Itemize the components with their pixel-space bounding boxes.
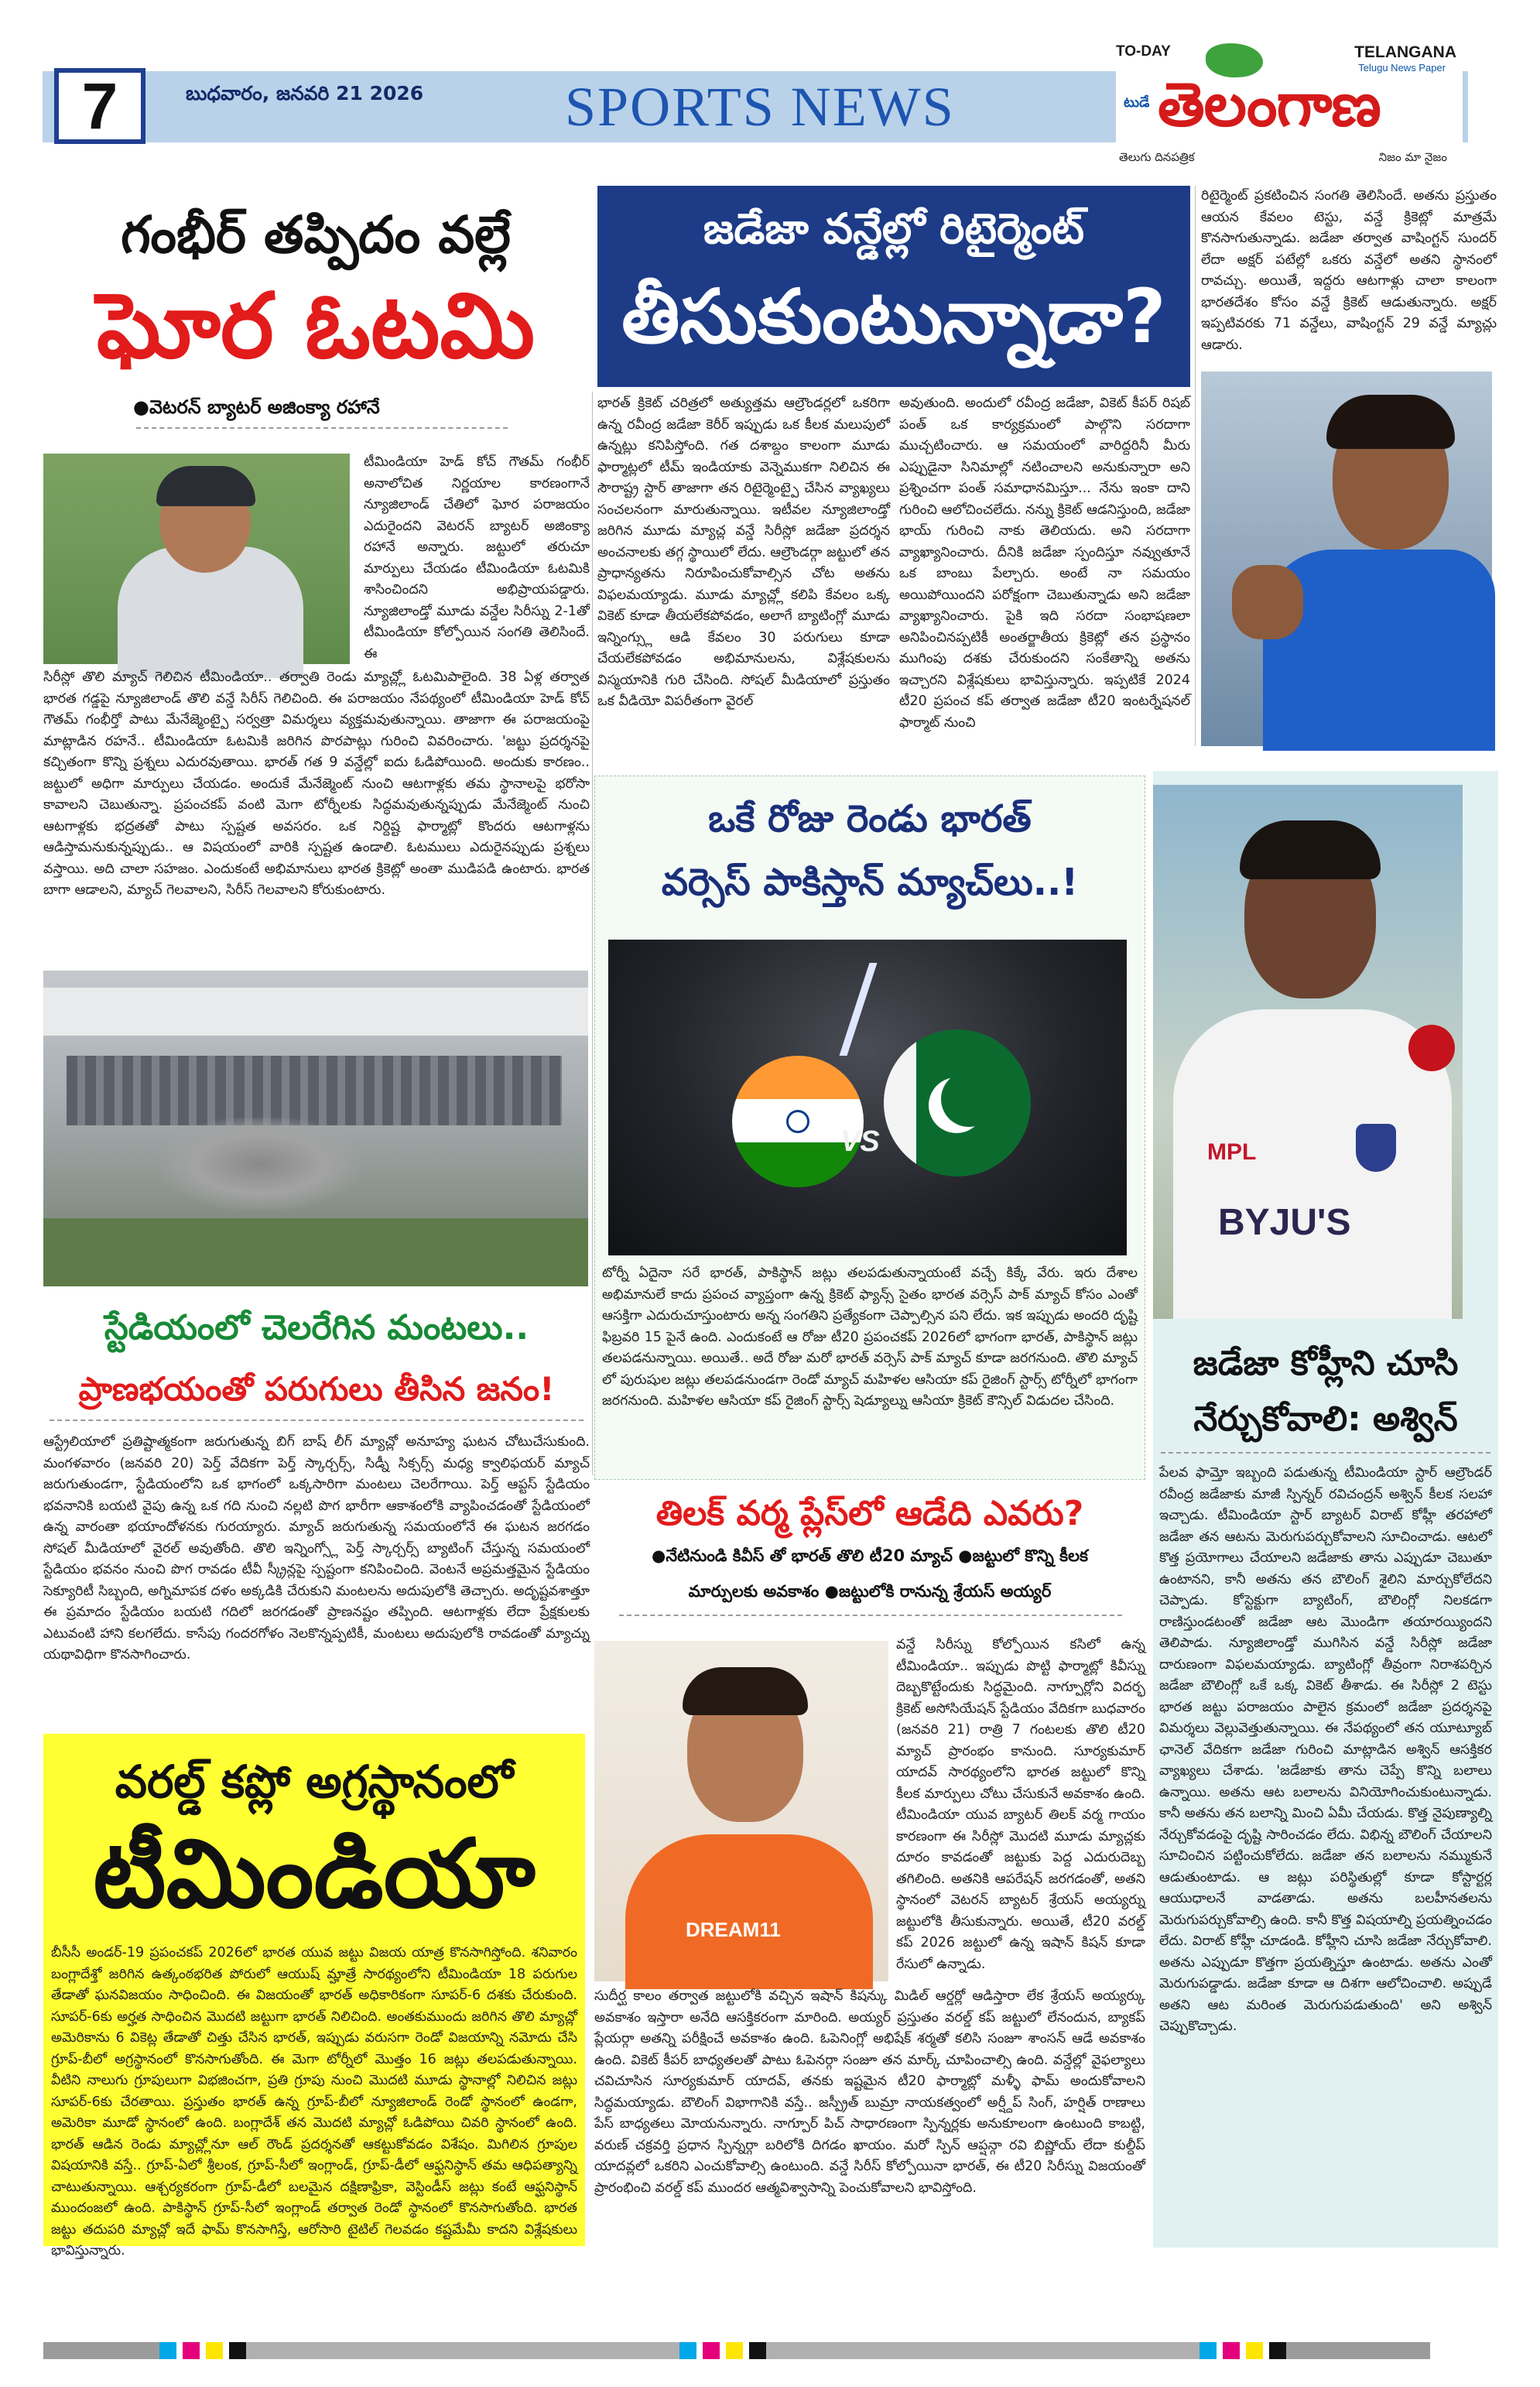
vs-label: VS bbox=[840, 1125, 880, 1158]
page-number: 7 bbox=[81, 70, 118, 142]
worldcup-headline-2: టీమిండియా bbox=[93, 1819, 536, 1929]
indpak-headline-1: ఒకే రోజు రెండు భారత్ bbox=[708, 797, 1032, 841]
bar-gap bbox=[743, 2342, 749, 2359]
stadium-headline-2: ప్రాణభయంతో పరుగులు తీసిన జనం! bbox=[78, 1370, 555, 1408]
shreyas-jersey-logo: DREAM11 bbox=[686, 1918, 781, 1941]
bar-cyan bbox=[679, 2342, 696, 2359]
ashwin-photo bbox=[1153, 785, 1463, 1319]
ashwin-jersey-logo-mpl: MPL bbox=[1207, 1139, 1257, 1165]
logo-small-mark: టుడే bbox=[1124, 94, 1150, 111]
bar-yellow bbox=[206, 2342, 223, 2359]
lightning-icon bbox=[840, 963, 878, 1056]
bar-gray bbox=[43, 2342, 159, 2359]
bar-black bbox=[229, 2342, 246, 2359]
tilak-subhead-1: ●నేటినుండి కివీస్ తో భారత్ తొలి టీ20 మ్యాచ్ ●జట్టులో కొన్ని కీలక bbox=[652, 1546, 1088, 1565]
pakistan-ball bbox=[884, 1029, 1031, 1176]
gambhir-body-right: టీమిండియా హెడ్ కోచ్ గౌతమ్ గంభీర్ అనాలోచిత నిర్ణయాల కారణంగానే న్యూజిలాండ్ చేతిలో ఘోర పరాజయం ఎదురైందని వెటరన్ బ్యాటర్ అజింక్యా రహానే అన్నారు. జట్టులో తరుచూ మార్పులు చేయడం టీమిండియా ఓటమికి శాసించిందని అభిప్రాయపడ్డారు. న్యూజిలాండ్తో మూడు వన్డేల సిరీస్ను 2-1తో టీమిండియా కోల్పోయిన సంగతి తెలిసిందే. ఈ bbox=[364, 454, 590, 662]
bar-magenta bbox=[703, 2342, 720, 2359]
shreyas-hair bbox=[683, 1667, 808, 1715]
ashwin-jersey-logo-byjus: BYJU'S bbox=[1218, 1202, 1351, 1243]
indpak-image bbox=[608, 940, 1127, 1255]
bar-black bbox=[1269, 2342, 1286, 2359]
jadeja-fist bbox=[1232, 565, 1303, 639]
print-registration-bar bbox=[43, 2342, 1466, 2359]
bar-yellow bbox=[1246, 2342, 1263, 2359]
tilak-body: సుదీర్ఘ కాలం తర్వాత జట్టులోకి వచ్చిన ఇషాన్ కిషన్కు మిడిల్ ఆర్డర్లో ఆడిస్తారా లేక శ్రేయస్ అయ్యర్కు అవకాశం ఇస్తారా అనేది ఆసక్తికరంగా మారింది. అయ్యర్ ప్రస్తుతం వరల్డ్ కప్ జట్టులో లేనందున, బ్యాకప్ ప్లేయర్గా అతన్ని పరీక్షించే అవకాశం ఉంది. ఓపెనింగ్లో అభిషేక్ శర్మతో కలిసి సంజూ శాంసన్ ఆడే అవకాశం ఉంది. వికెట్ కీపర్ బాధ్యతలతో పాటు ఓపెనర్గా సంజూ తన మార్క్ చూపించాల్సి ఉంది. వన్డేల్లో వైఫల్యాలు చవిచూసిన సూర్యకుమార్ యాదవ్, తనకు ఇష్టమైన టీ20 ఫార్మాట్లో మళ్ళీ ఫామ్ అందుకోవాలని సిద్ధమయ్యాడు. బౌలింగ్ విభాగానికి వస్తే.. జస్ప్రీత్ బుమ్రా నాయకత్వంలో అర్ష్దీప్ సింగ్, హర్షిత్ రాణాలు పేస్ బాధ్యతలు మోయనున్నారు. నాగ్పూర్ పిచ్ సాధారణంగా స్పిన్నర్లకు అనుకూలంగా ఉంటుంది కాబట్టి, వరుణ్ చక్రవర్తి ప్రధాన స్పిన్నర్గా బరిలోకి దిగడం ఖాయం. మరో స్పిన్ ఆప్షన్గా రవి బిష్ణోయ్ లేదా కుల్దీప్ యాదవ్లలో ఒకరిని ఎంచుకోవాల్సి ఉంటుంది. వన్డే సిరీస్ కోల్పోయినా భారత్, ఈ టీ20 సిరీస్ను విజయంతో ప్రారంభించి వరల్డ్ కప్ ముందర ఆత్మవిశ్వాసాన్ని పెంచుకోవాలని భావిస్తోంది. bbox=[594, 1988, 1145, 2196]
section-title: SPORTS NEWS bbox=[565, 76, 955, 138]
stadium-smoke bbox=[159, 1118, 361, 1211]
tilak-headline: తిలక్ వర్మ ప్లేస్‌లో ఆడేది ఎవరు? bbox=[655, 1494, 1084, 1533]
cricket-ball-icon bbox=[1408, 1025, 1455, 1071]
bar-gap bbox=[696, 2342, 703, 2359]
divider bbox=[1161, 1452, 1490, 1454]
bar-gap bbox=[720, 2342, 726, 2359]
bar-cyan bbox=[1199, 2342, 1217, 2359]
gambhir-headline-2: ఘోర ఓటమి bbox=[96, 274, 536, 378]
bar-cyan bbox=[159, 2342, 176, 2359]
logo-telangana-label: TELANGANA bbox=[1354, 43, 1456, 61]
jadeja-headline-2: తీసుకుంటున్నాడా? bbox=[621, 273, 1166, 360]
ashwin-body: పేలవ ఫామ్తో ఇబ్బంది పడుతున్న టీమిండియా స్టార్ ఆల్రౌండర్ రవీంద్ర జడేజాకు మాజీ స్పిన్నర్ రవిచంద్రన్ అశ్విన్ కీలక సలహా ఇచ్చాడు. టీమిండియా స్టార్ బ్యాటర్ విరాట్ కోహ్లీ తరహాలో జడేజా తన ఆటను మెరుగుపర్చుకోవాలని సూచించాడు. ఆటలో కొత్త ప్రయోగాలు చేయాలని జడేజాకు తాను ఎప్పుడూ చెబుతూ ఉంటానని, కానీ అతను తన బౌలింగ్ శైలిని మార్చుకోలేదని చెప్పాడు. కోస్టెక్టుగా బ్యాటింగ్, బౌలింగ్లో నిలకడగా రాణిస్తుండటంతో జడేజా ఆట మొండిగా తయారయ్యిందని తెలిపాడు. న్యూజిలాండ్తో ముగిసిన వన్డే సిరీస్లో జడేజా దారుణంగా విఫలమయ్యాడు. బ్యాటింగ్లో తీవ్రంగా నిరాశపర్చిన జడేజా బౌలింగ్లో ఒకే ఒక్క వికెట్ తీశాడు. ఈ సిరీస్లో 2 టెస్టు భారత జట్టు పరాజయం పాలైన క్రమంలో జడేజా ప్రదర్శనపై విమర్శలు వెల్లువెత్తుతున్నాయి. ఈ నేపథ్యంలో తన యూట్యూబ్ ఛానెల్ వేదికగా జడేజా గురించి మాట్లాడిన అశ్విన్ ఆసక్తికర వ్యాఖ్యలు చేశాడు. 'జడేజాకు తాను చెప్పే కొన్ని బలాలు ఉన్నాయి. అతను ఆట బలాలను వినియోగించుకుంటున్నాడు. కానీ అతను తన బలాన్ని మించి ఏమీ చేయడు. కొత్త నైపుణ్యాల్ని నేర్చుకోవడంపై దృష్టి సారించడం లేదు. విభిన్న బౌలింగ్ చేయాలని సూచించిన పట్టించుకోలేదు. జడేజా తన బలాలను నమ్ముకునే ఆడుతుంటాడు. ఆ జట్లు పరిస్థితుల్లో కూడా కోస్టార్టర్ల ఆయుధాలనే వాడతాడు. అతను బలహీనతలను మెరుగుపర్చుకోవాల్సి ఉంది. కానీ కొత్త విషయాల్ని ప్రయత్నించడం లేదు. విరాట్ కోహ్లీ చూడండి. కోహ్లీని చూసి జడేజా నేర్చుకోవాలి. అతను ఎప్పుడూ కొత్తగా ప్రయత్నిస్తూ ఉంటాడు. అతను ఎంతో మెరుగుపడ్డాడు. జడేజా కూడా ఆ దిశగా ఆలోచించాలి. అప్పుడే అతని ఆట మరింత మెరుగుపడుతుంది' అని అశ్విన్ చెప్పుకొచ్చాడు. bbox=[1159, 1465, 1492, 2034]
bar-gap bbox=[1240, 2342, 1246, 2359]
stadium-headline-1: స్టేడియంలో చెలరేగిన మంటలు.. bbox=[104, 1308, 529, 1348]
page-number-box bbox=[54, 68, 145, 144]
ashwin-hair bbox=[1240, 820, 1381, 879]
worldcup-body: బీసీసీ అండర్-19 ప్రపంచకప్ 2026లో భారత యువ జట్టు విజయ యాత్ర కొనసాగిస్తోంది. శనివారం బంగ్లాదేశ్తో జరిగిన ఉత్కంఠభరిత పోరులో ఆయుష్ మ్హాత్రే సారథ్యంలోని టీమిండియా 18 పరుగుల తేడాతో ఘనవిజయం సాధించింది. ఈ విజయంతో భారత్ అధికారికంగా సూపర్-6 దశకు చేరుకుంది. సూపర్-6కు అర్హత సాధించిన మొదటి జట్టుగా భారత్ నిలిచింది. అంతకుముందు జరిగిన తొలి మ్యాచ్లో అమెరికాను 6 వికెట్ల తేడాతో చిత్తు చేసిన భారత్, ఇప్పుడు వరుసగా రెండో విజయాన్ని నమోదు చేసి గ్రూప్-బీలో అగ్రస్థానంలో కొనసాగుతోంది. ఈ మెగా టోర్నీలో మొత్తం 16 జట్లు తలపడుతున్నాయి. వీటిని నాలుగు గ్రూపులుగా విభజించగా, ప్రతి గ్రూపు నుంచి మొదటి మూడు స్థానాల్లో నిలిచిన జట్లు సూపర్-6కు చేరతాయి. ప్రస్తుతం భారత్ ఉన్న గ్రూప్-బీలో న్యూజిలాండ్ రెండో స్థానంలో ఉండగా, అమెరికా మూడో స్థానంలో ఉంది. బంగ్లాదేశ్ తన మొదటి మ్యాచ్లో ఓడిపోయి చివరి స్థానంలో ఉంది. భారత్ ఆడిన రెండు మ్యాచ్ల్లోనూ ఆల్ రౌండ్ ప్రదర్శనతో ఆకట్టుకోవడం విశేషం. మిగిలిన గ్రూపుల విషయానికి వస్తే.. గ్రూప్-ఏలో శ్రీలంక, గ్రూప్-సీలో ఇంగ్లాండ్, గ్రూప్-డీలో ఆఫ్ఘనిస్థాన్ తమ ఆధిపత్యాన్ని చాటుతున్నాయి. ఆశ్చర్యకరంగా గ్రూప్-డీలో బలమైన దక్షిణాఫ్రికా, వెస్టిండీస్ జట్లు కంటే ఆఫ్ఘనిస్థాన్ ముందంజలో ఉంది. పాకిస్థాన్ గ్రూప్-సీలో ఇంగ్లాండ్ తర్వాత రెండో స్థానంలో కొనసాగుతోంది. భారత జట్టు తదుపరి మ్యాచ్లో ఇదే ఫామ్ కొనసాగిస్తే, ఆరోసారి టైటిల్ గెలవడం కష్టమేమీ కాదని విశ్లేషకులు భావిస్తున్నారు. bbox=[51, 1945, 577, 2259]
shreyas-photo bbox=[594, 1641, 888, 1981]
divider bbox=[619, 1615, 1122, 1616]
logo-main-word: తెలంగాణ bbox=[1158, 70, 1381, 140]
bar-gap bbox=[1217, 2342, 1223, 2359]
shreyas-jersey bbox=[625, 1834, 873, 1989]
gambhir-byline: ●వెటరన్ బ్యాటర్ అజింక్యా రహానే bbox=[133, 396, 380, 418]
jadeja-hair bbox=[1326, 395, 1455, 449]
masthead-logo bbox=[1116, 43, 1463, 169]
bar-gray bbox=[1286, 2342, 1430, 2359]
indpak-headline-2: వర్సెస్ పాకిస్తాన్ మ్యాచ్‌లు..! bbox=[661, 861, 1079, 904]
tilak-body-right: వన్డే సిరీస్ను కోల్పోయిన కసిలో ఉన్న టీమిండియా.. ఇప్పుడు పొట్టి ఫార్మాట్లో కివీస్ను దెబ్బకొట్టేందుకు సిద్ధమైంది. నాగ్పూర్లోని విదర్భ క్రికెట్ అసోసియేషన్ స్టేడియం వేదికగా బుధవారం (జనవరి 21) రాత్రి 7 గంటలకు తొలి టీ20 మ్యాచ్ ప్రారంభం కానుంది. సూర్యకుమార్ యాదవ్ సారథ్యంలోని భారత జట్టులో కొన్ని కీలక మార్పులు చోటు చేసుకునే అవకాశం ఉంది. టీమిండియా యువ బ్యాటర్ తిలక్ వర్మ గాయం కారణంగా ఈ సిరీస్లో మొదటి మూడు మ్యాచ్లకు దూరం కావడంతో జట్టుకు పెద్ద ఎదురుదెబ్బ తగిలింది. అతనికి ఆపరేషన్ జరగడంతో, అతని స్థానంలో వెటరన్ బ్యాటర్ శ్రేయస్ అయ్యర్ను జట్టులోకి తీసుకున్నారు. అయితే, టీ20 వరల్డ్ కప్ 2026 జట్టులో ఉన్న ఇషాన్ కిషన్ కూడా రేసులో ఉన్నాడు. bbox=[896, 1637, 1145, 1972]
chakra-icon bbox=[786, 1110, 809, 1133]
bcci-crest-icon bbox=[1356, 1124, 1396, 1172]
bar-gap bbox=[176, 2342, 183, 2359]
bar-yellow bbox=[726, 2342, 743, 2359]
logo-tagline-right: నిజం మా నైజం bbox=[1378, 150, 1447, 164]
stadium-stands bbox=[67, 1056, 562, 1125]
crescent-icon bbox=[941, 1071, 997, 1127]
bar-gray bbox=[766, 2342, 1199, 2359]
ashwin-headline-1: జడేజా కోహ్లీని చూసి bbox=[1193, 1344, 1459, 1383]
jadeja-headline-1: జడేజా వన్డేల్లో రిటైర్మెంట్ bbox=[703, 204, 1085, 253]
gambhir-photo bbox=[43, 454, 350, 664]
gambhir-body: సిరీస్లో తొలి మ్యాచ్ గెలిచిన టీమిండియా.. తర్వాతి రెండు మ్యాచ్ల్లో ఓటమిపాలైంది. 38 ఏళ్ల తర్వాత భారత గడ్డపై న్యూజిలాండ్ తొలి వన్డే సిరీస్ గెలిచింది. ఈ పరాజయం నేపథ్యంలో టీమిండియా హెడ్ కోచ్ గౌతమ్ గంభీర్తో పాటు మేనేజ్మెంట్పై సర్వత్రా విమర్శలు వ్యక్తమవుతున్నాయి. తాజాగా ఈ పరాజయంపై మాట్లాడిన రహనే.. టీమిండియా ఓటమికి జరిగిన పొరపాట్లు గురించి వివరించారు. 'జట్టు ప్రదర్శనపై కచ్చితంగా కొన్ని ప్రశ్నలు ఎదురవుతాయి. భారత్ గత 9 వన్డేల్లో ఐదు ఓడిపోయింది. అందుకు కారణం.. జట్టులో అధిగా మార్పులు చేయడం. అందుకే మేనేజ్మెంట్ నుంచి ఆటగాళ్లకు తమ స్థానాలపై భరోసా కావాలని చెబుతున్నా. ప్రపంచకప్ వంటి మెగా టోర్నీలకు సిద్ధమవుతున్నప్పుడు మేనేజ్మెంట్ నుంచి ఆటగాళ్లకు భద్రతతో పాటు స్పష్టత అవసరం. ఒక నిర్దిష్ట ఫార్మాట్లో కొందరు ఆటగాళ్లను ఆడిస్తామనుకున్నప్పుడు.. ఆ విషయంలో వారికి స్పష్టత ఉండాలి. ఓటములు ఎదురైనప్పుడు ప్రశ్నలు వస్తాయి. అది చాలా సహజం. ఎందుకంటే అభిమానులు భారత క్రికెట్లో అంతా ముడిపడి ఉంటారు. భారత బాగా ఆడాలని, మ్యాచ్ గెలవాలని, సిరీస్ గెలవాలని కోరుకుంటారు. bbox=[43, 670, 590, 898]
column-rule bbox=[1195, 186, 1196, 746]
bar-magenta bbox=[1223, 2342, 1240, 2359]
india-ball bbox=[732, 1056, 864, 1187]
column-rule bbox=[592, 392, 593, 1475]
stadium-body: ఆస్ట్రేలియాలో ప్రతిష్టాత్మకంగా జరుగుతున్న బిగ్ బాష్ లీగ్ మ్యాచ్లో అనూహ్య ఘటన చోటుచేసుకుంది. మంగళవారం (జనవరి 20) పెర్త్ వేదికగా పెర్త్ స్కార్చర్స్, సిడ్నీ సిక్సర్స్ మధ్య క్వాలిఫయర్ మ్యాచ్ జరుగుతుండగా, స్టేడియంలోని ఒక భాగంలో ఒక్కసారిగా మంటలు చెలరేగాయి. పెర్త్ ఆప్టస్ స్టేడియం భవనానికి బయటి వైపు ఉన్న ఒక గది నుంచి నల్లటి పొగ భారీగా ఆకాశంలోకి వ్యాపించడంతో స్టేడియంలో ఉన్న వారంతా భయాందోళనకు గురయ్యారు. మ్యాచ్ జరుగుతున్న సమయంలోనే ఈ ఘటన జరగడం సోషల్ మీడియాలో వైరల్ అవుతోంది. తొలి ఇన్నింగ్స్లో పెర్త్ స్కార్చర్స్ బ్యాటింగ్ చేస్తున్న సమయంలో స్టేడియం భవనం నుంచి పొగ రావడం టీవీ స్క్రీన్లపై స్పష్టంగా కనిపించింది. వెంటనే అప్రమత్తమైన స్టేడియం సెక్యూరిటీ సిబ్బంది, అగ్నిమాపక దళం అక్కడికి చేరుకుని మంటలను అదుపులోకి తెచ్చారు. అదృష్టవశాత్తూ ఈ ప్రమాదం స్టేడియం బయటి గదిలో జరగడంతో ప్రాణనష్టం తప్పింది. ఆటగాళ్లకు లేదా ప్రేక్షకులకు ఎటువంటి హాని కలగలేదు. కాసేపు గందరగోళం నెలకొన్నప్పటికీ, మంటలు అదుపులోకి రావడంతో మ్యాచ్ను యథావిధిగా కొనసాగించారు. bbox=[43, 1434, 590, 1663]
indpak-body: టోర్నీ ఏదైనా సరే భారత్, పాకిస్థాన్ జట్లు తలపడుతున్నాయంటే వచ్చే కిక్కే వేరు. ఇరు దేశాల అభిమానులే కాదు ప్రపంచ వ్యాప్తంగా ఉన్న క్రికెట్ ఫ్యాన్స్ సైతం భారత వర్సెస్ పాక్ మ్యాచ్ కోసం ఎంతో ఆసక్తిగా ఎదురుచూస్తుంటారు అన్న సంగతిని ప్రత్యేకంగా చెప్పాల్సిన పని లేదు. ఇక ఇప్పుడు అందరి దృష్టి ఫిబ్రవరి 15 పైనే ఉంది. ఎందుకంటే ఆ రోజు టీ20 ప్రపంచకప్ 2026లో భాగంగా భారత్, పాకిస్థాన్ జట్లు తలపడనున్నాయి. అయితే.. అదే రోజు మరో భారత్ వర్సెస్ పాక్ మ్యాచ్ కూడా జరగనుంది. తొలి మ్యాచ్ లో పురుషుల జట్లు తలపడనుండగా రెండో మ్యాచ్ మహిళల ఆసియా కప్ రైజింగ్ స్టార్స్ టోర్నీలో భాగంగా జరగనుంది. మహిళల ఆసియా కప్ రైజింగ్ స్టార్స్ షెడ్యూల్ను ఆసియా క్రికెట్ కౌన్సిల్ విడుదల చేసింది. bbox=[602, 1265, 1138, 1409]
divider bbox=[136, 427, 508, 429]
logo-telugu-news-paper: Telugu News Paper bbox=[1358, 62, 1446, 74]
logo-today-label: TO-DAY bbox=[1116, 43, 1171, 60]
bar-gap bbox=[1263, 2342, 1269, 2359]
bar-magenta bbox=[183, 2342, 200, 2359]
tilak-subhead-2: మార్పులకు అవకాశం ●జట్టులోకి రానున్న శ్రేయస్ అయ్యర్ bbox=[688, 1582, 1052, 1601]
logo-tagline-left: తెలుగు దినపత్రిక bbox=[1119, 150, 1195, 164]
jadeja-col-2: అవుతుంది. అందులో రవీంద్ర జడేజా, వికెట్ కీపర్ రిషబ్ పంత్ ఒక కార్యక్రమంలో పాల్గొని సరదాగా ముచ్చటించారు. ఆ సమయంలో వారిద్దరినీ మీరు ఎప్పుడైనా సినిమాల్లో నటించాలని అనుకున్నారా అని ప్రశ్నించగా పంత్ సమాధానమిస్తూ... నేను ఇంకా దాని గురించి ఆలోచించలేదు. నన్ను క్రికెట్ ఆడనిస్తుంది, జడేజా భాయ్ గురించి నాకు తెలియదు. అని సరదాగా వ్యాఖ్యానించారు. దీనికి జడేజా స్పందిస్తూ నవ్వుతూనే ఒక బాంబు పేల్చారు. అంటే నా సమయం అయిపోయిందని పరోక్షంగా చెబుతున్నాడు అని జడేజా వ్యాఖ్యానించారు. పైకి ఇది సరదా సంభాషణలా అనిపించినప్పటికీ అంతర్జాతీయ క్రికెట్లో తన ప్రస్థానం ముగింపు దశకు చేరుకుందని సంకేతాన్ని అతను ఇచ్చారని విశ్లేషకులు భావిస్తున్నారు. ఇప్పటికే 2024 టీ20 ప్రపంచ కప్ తర్వాత జడేజా టీ20 ఇంటర్నేషనల్ ఫార్మాట్ నుంచి bbox=[899, 396, 1190, 731]
worldcup-headline-1: వరల్డ్ కప్లో అగ్రస్థానంలో bbox=[115, 1755, 514, 1808]
bar-black bbox=[749, 2342, 766, 2359]
gambhir-headline-1: గంభీర్ తప్పిదం వల్లే bbox=[121, 205, 511, 265]
jadeja-col-3: రిటైర్మెంట్ ప్రకటించిన సంగతి తెలిసిందే. అతను ప్రస్తుతం ఆయన కేవలం టెస్టు, వన్డే క్రికెట్లో మాత్రమే కొనసాగుతున్నాడు. జడేజా తర్వాత వాషింగ్టన్ సుందర్ లేదా అక్షర్ పటేల్లో ఒకరు వన్డేలో అతని స్థానంలో రావచ్చు. అయితే, ఇద్దరు ఆటగాళ్లు చాలా కాలంగా భారతదేశం కోసం వన్డే క్రికెట్ ఆడుతున్నారు. అక్షర్ ఇప్పటివరకు 71 వన్డేలు, వాషింగ్టన్ 29 వన్డే మ్యాచ్లు ఆడారు. bbox=[1201, 188, 1497, 353]
ashwin-headline-2: నేర్చుకోవాలి: అశ్విన్ bbox=[1193, 1399, 1458, 1439]
stadium-fire-photo bbox=[43, 971, 588, 1286]
divider bbox=[50, 1420, 583, 1421]
bar-gap bbox=[200, 2342, 206, 2359]
jadeja-col-1: భారత్ క్రికెట్ చరిత్రలో అత్యుత్తమ ఆల్రౌండర్లలో ఒకరిగా ఉన్న రవీంద్ర జడేజా కెరీర్ ఇప్పుడు ఒక కీలక మలుపులో ఉన్నట్లు కనిపిస్తోంది. గత దశాబ్దం కాలంగా మూడు ఫార్మాట్లలో టీమ్ ఇండియాకు వెన్నెముకగా నిలిచిన ఈ సౌరాష్ట్ర స్టార్ తాజాగా తన రిటైర్మెంట్పై చేసిన వ్యాఖ్యలు సంచలనంగా మారుతున్నాయి. ఇటీవల న్యూజిలాండ్తో జరిగిన మూడు మ్యాచ్ల వన్డే సిరీస్లో జడేజా ప్రదర్శన అంచనాలకు తగ్గ స్థాయిలో లేదు. ఆల్రౌండర్గా జట్టులో తన ప్రాధాన్యతను నిరూపించుకోవాల్సిన చోట అతను విఫలమయ్యాడు. మూడు మ్యాచ్ల్లో కలిపి కేవలం ఒక్క వికెట్ కూడా తీయలేకపోవడం, అలాగే బ్యాటింగ్లో మూడు ఇన్నింగ్స్లు ఆడి కేవలం 30 పరుగులు కూడా చేయలేకపోవడం అభిమానులను, విశ్లేషకులను విస్మయానికి గురి చేసింది. సోషల్ మీడియాలో ప్రస్తుతం ఒక వీడియో విపరీతంగా వైరల్ bbox=[597, 396, 890, 709]
bar-gray bbox=[246, 2342, 679, 2359]
stadium-roof bbox=[43, 988, 588, 1042]
jadeja-photo bbox=[1201, 372, 1492, 746]
gambhir-cap bbox=[156, 466, 255, 506]
issue-date: బుధవారం, జనవరి 21 2026 bbox=[186, 82, 424, 104]
bar-gap bbox=[223, 2342, 229, 2359]
stadium-lawn bbox=[43, 1218, 588, 1286]
